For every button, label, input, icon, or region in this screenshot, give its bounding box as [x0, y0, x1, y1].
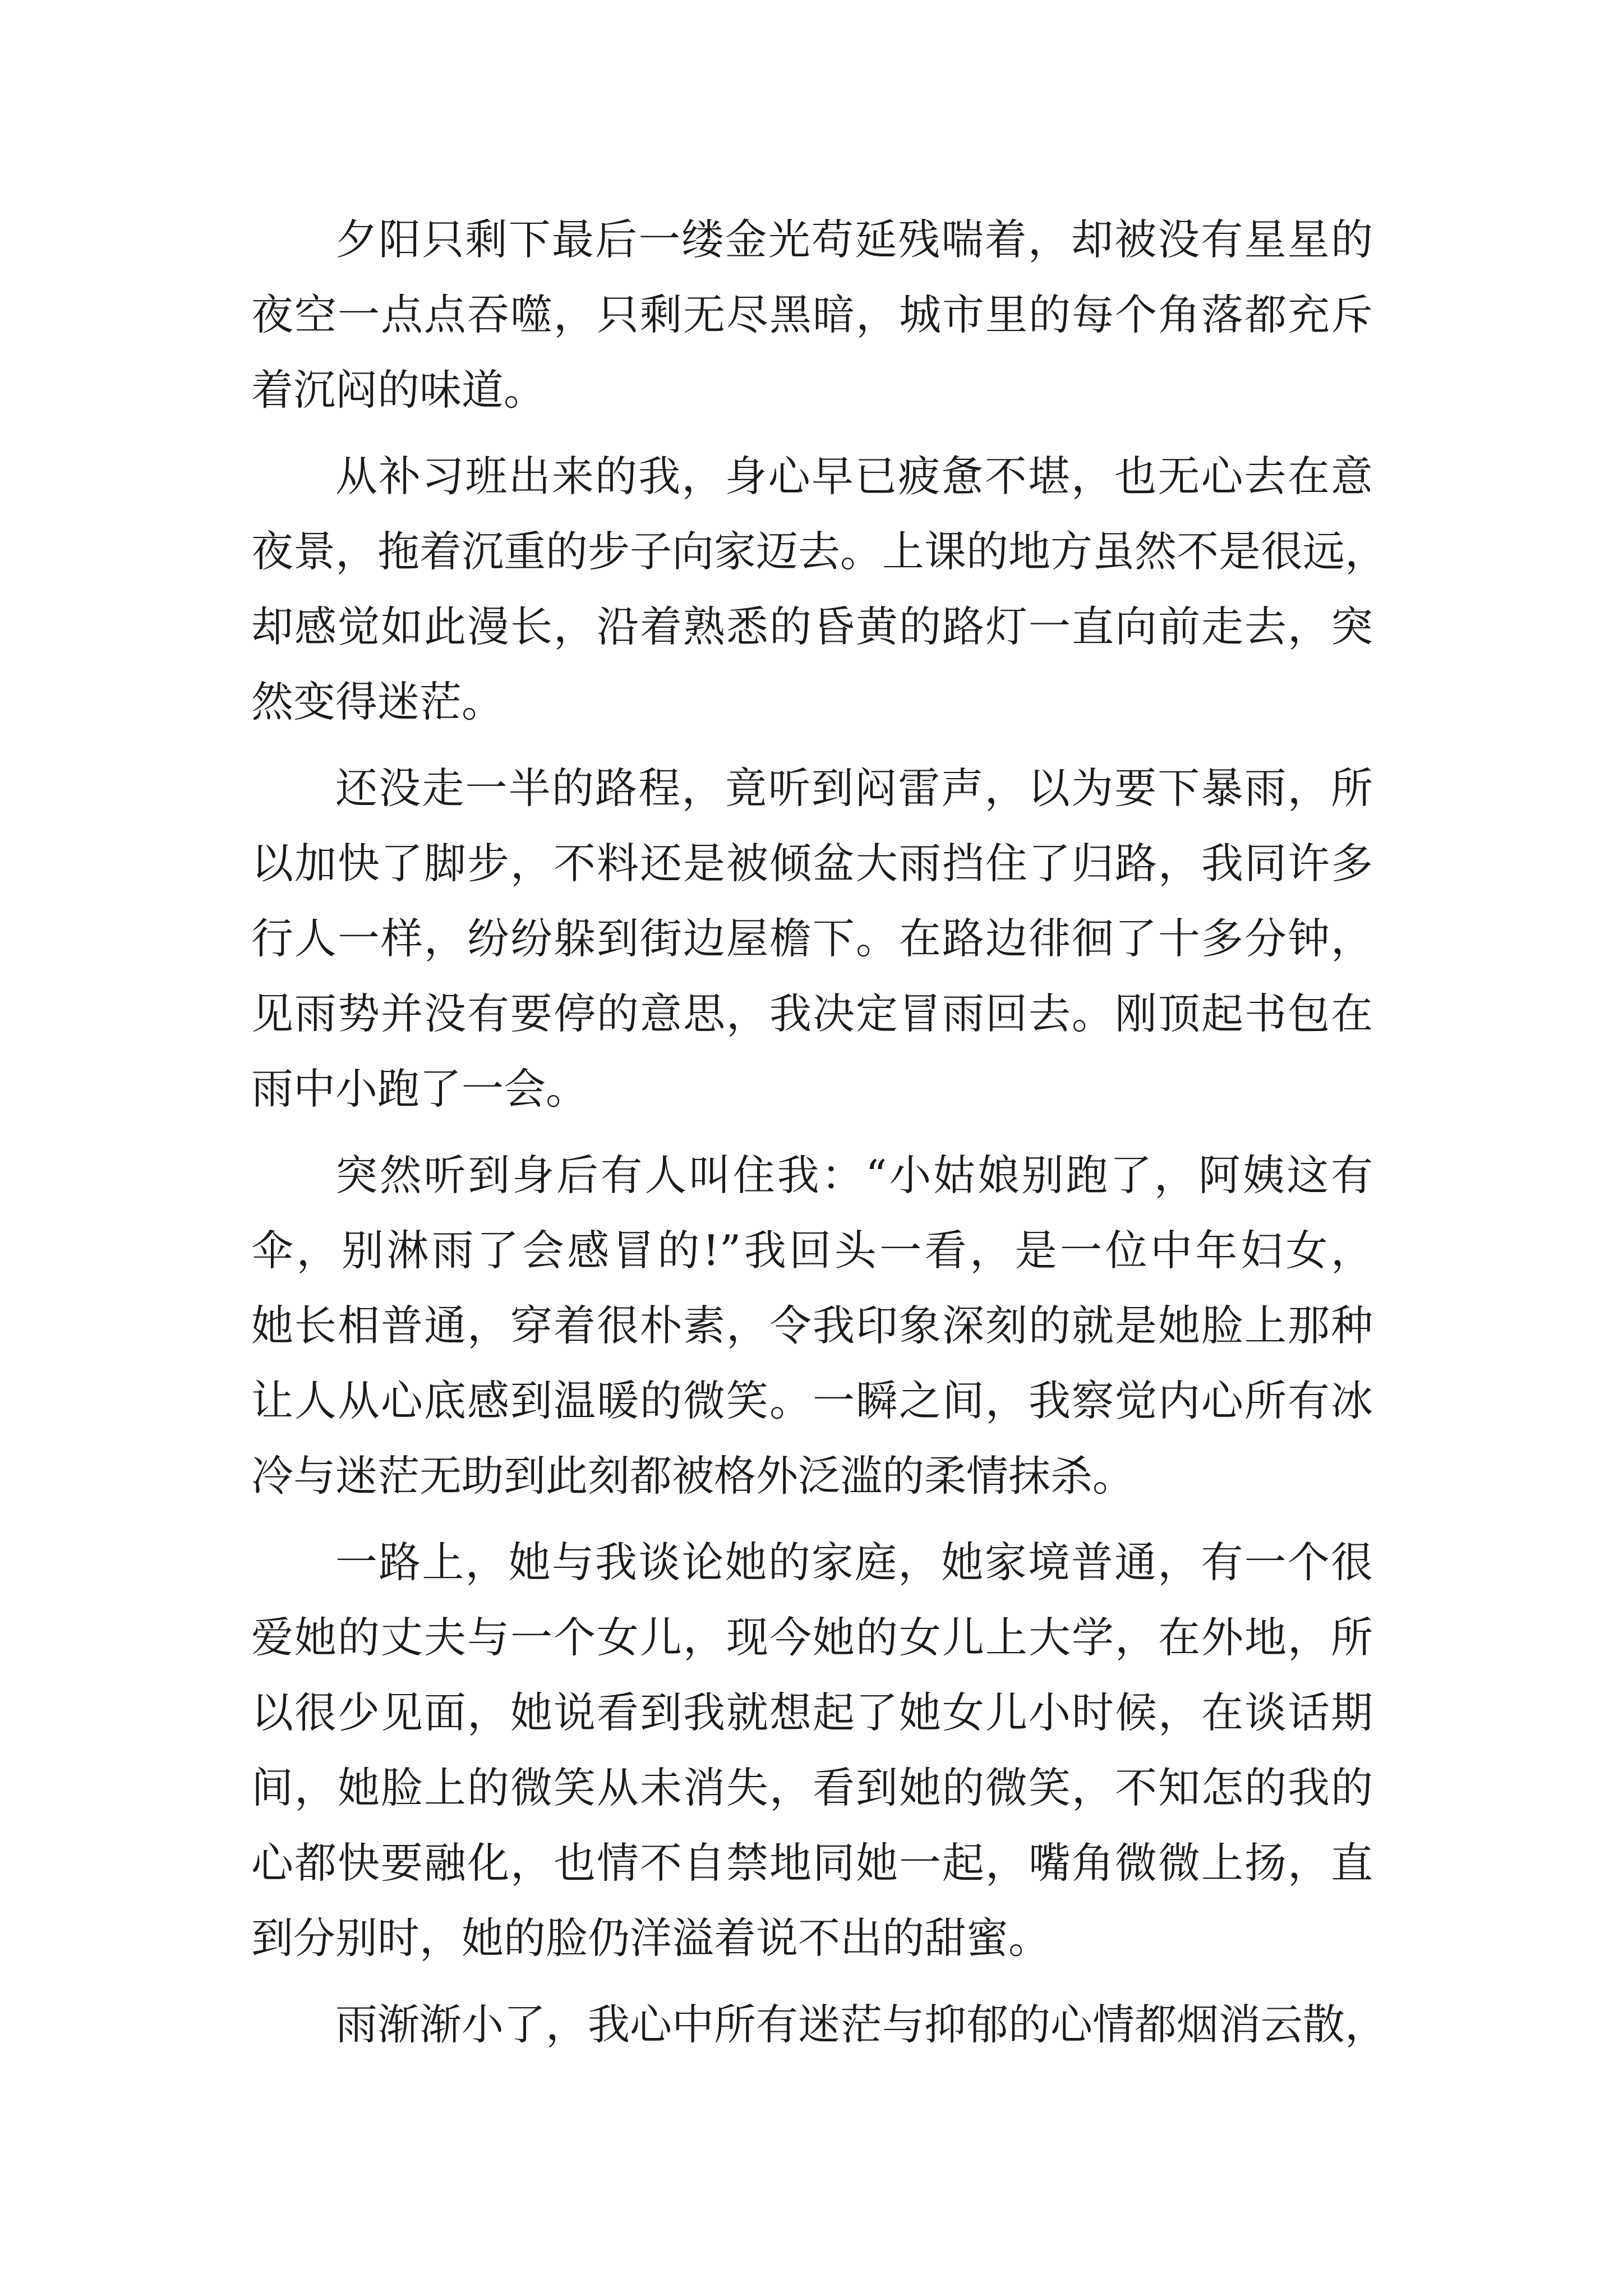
text-line: 雨渐渐小了，我心中所有迷茫与抑郁的心情都烟消云散， [335, 2000, 1387, 2049]
paragraph-2 [251, 439, 1387, 739]
text-line: 然变得迷茫。 [251, 677, 504, 726]
paragraph-5 [251, 1525, 1373, 1976]
text-line: 到分别时，她的脸仍洋溢着说不出的甜蜜。 [251, 1913, 1051, 1963]
paragraph-1 [251, 202, 1373, 427]
text-line: 夕阳只剩下最后一缕金光苟延残喘着，却被没有星星的 [335, 215, 1373, 264]
text-line: 以加快了脚步，不料还是被倾盆大雨挡住了归路，我同许多 [251, 839, 1373, 888]
text-line: 雨中小跑了一会。 [251, 1064, 588, 1114]
text-line: 间，她脸上的微笑从未消失，看到她的微笑，不知怎的我的 [251, 1763, 1373, 1812]
text-line: 行人一样，纷纷躲到街边屋檐下。在路边徘徊了十多分钟， [251, 914, 1373, 963]
text-line: 夜空一点点吞噬，只剩无尽黑暗，城市里的每个角落都充斥 [251, 290, 1373, 339]
text-line: 从补习班出来的我，身心早已疲惫不堪，也无心去在意 [335, 452, 1373, 501]
text-line: 冷与迷茫无助到此刻都被格外泛滥的柔情抹杀。 [251, 1451, 1135, 1501]
text-line: 让人从心底感到温暖的微笑。一瞬之间，我察觉内心所有冰 [251, 1376, 1373, 1425]
paragraph-6 [251, 1987, 1387, 2062]
text-line: 着沉闷的味道。 [251, 365, 546, 415]
document-body [251, 202, 1387, 2073]
text-line: 一路上，她与我谈论她的家庭，她家境普通，有一个很 [335, 1538, 1373, 1587]
text-line: 伞，别淋雨了会感冒的!”我回头一看，是一位中年妇女， [251, 1226, 1373, 1275]
text-line: 爱她的丈夫与一个女儿，现今她的女儿上大学，在外地，所 [251, 1613, 1373, 1662]
text-line: 以很少见面，她说看到我就想起了她女儿小时候，在谈话期 [251, 1688, 1373, 1737]
text-line: 还没走一半的路程，竟听到闷雷声，以为要下暴雨，所 [335, 763, 1373, 813]
text-line: 她长相普通，穿着很朴素，令我印象深刻的就是她脸上那种 [251, 1301, 1373, 1350]
text-line: 见雨势并没有要停的意思，我决定冒雨回去。刚顶起书包在 [251, 989, 1373, 1038]
paragraph-3 [251, 751, 1373, 1126]
text-line: 夜景，拖着沉重的步子向家迈去。上课的地方虽然不是很远， [251, 527, 1387, 576]
paragraph-4 [251, 1138, 1373, 1513]
text-line: 心都快要融化，也情不自禁地同她一起，嘴角微微上扬，直 [251, 1838, 1373, 1888]
text-line: 突然听到身后有人叫住我：“小姑娘别跑了，阿姨这有 [335, 1151, 1373, 1200]
text-line: 却感觉如此漫长，沿着熟悉的昏黄的路灯一直向前走去，突 [251, 602, 1373, 651]
